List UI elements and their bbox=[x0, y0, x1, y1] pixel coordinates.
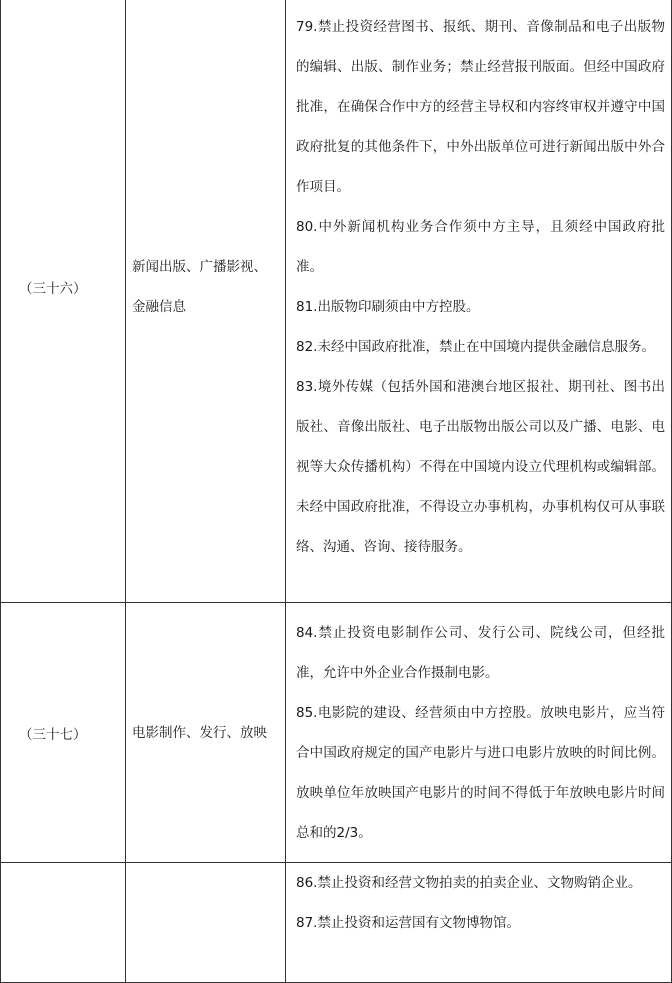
item-80: 80.中外新闻机构业务合作须中方主导，且须经中国政府批准。 bbox=[296, 218, 665, 275]
item-85: 85.电影院的建设、经营须由中方控股。放映电影片，应当符合中国政府规定的国产电影片与进口电影片放映的时间比例。放映单位年放映国产电影片的时间不得低于年放映电影片时间总和的2/3。 bbox=[296, 704, 665, 841]
item-86: 86.禁止投资和经营文物拍卖的拍卖企业、文物购销企业。 bbox=[296, 875, 642, 891]
table-row bbox=[1, 603, 672, 863]
row-category bbox=[126, 863, 286, 983]
row-category: 新闻出版、广播影视、金融信息 bbox=[126, 0, 286, 603]
table-row bbox=[1, 863, 672, 983]
item-82: 82.未经中国政府批准，禁止在中国境内提供金融信息服务。 bbox=[296, 338, 655, 355]
row-index: （三十六） bbox=[1, 0, 126, 603]
table-row bbox=[1, 0, 672, 603]
row-index: （三十七） bbox=[1, 603, 126, 863]
item-79: 79.禁止投资经营图书、报纸、期刊、音像制品和电子出版物的编辑、出版、制作业务；禁止经营报刊版面。但经中国政府批准，在确保合作中方的经营主导权和内容终审权并遵守中国政府批复的其他条件下，中外出版单位可进行新闻出版中外合作项目。 bbox=[296, 18, 665, 195]
row-index bbox=[1, 863, 126, 983]
row-items bbox=[286, 0, 672, 603]
item-83: 83.境外传媒（包括外国和港澳台地区报社、期刊社、图书出版社、音像出版社、电子出版物出版公司以及广播、电影、电视等大众传播机构）不得在中国境内设立代理机构或编辑部。未经中国政府批准，不得设立办事机构，办事机构仅可从事联络、沟通、咨询、接待服务。 bbox=[296, 378, 665, 555]
row-items bbox=[286, 863, 672, 983]
item-84: 84.禁止投资电影制作公司、发行公司、院线公司，但经批准，允许中外企业合作摄制电影。 bbox=[296, 624, 665, 681]
item-81: 81.出版物印刷须由中方控股。 bbox=[296, 298, 480, 315]
row-category: 电影制作、发行、放映 bbox=[126, 603, 286, 863]
row-items bbox=[286, 603, 672, 863]
item-87: 87.禁止投资和运营国有文物博物馆。 bbox=[296, 915, 520, 931]
